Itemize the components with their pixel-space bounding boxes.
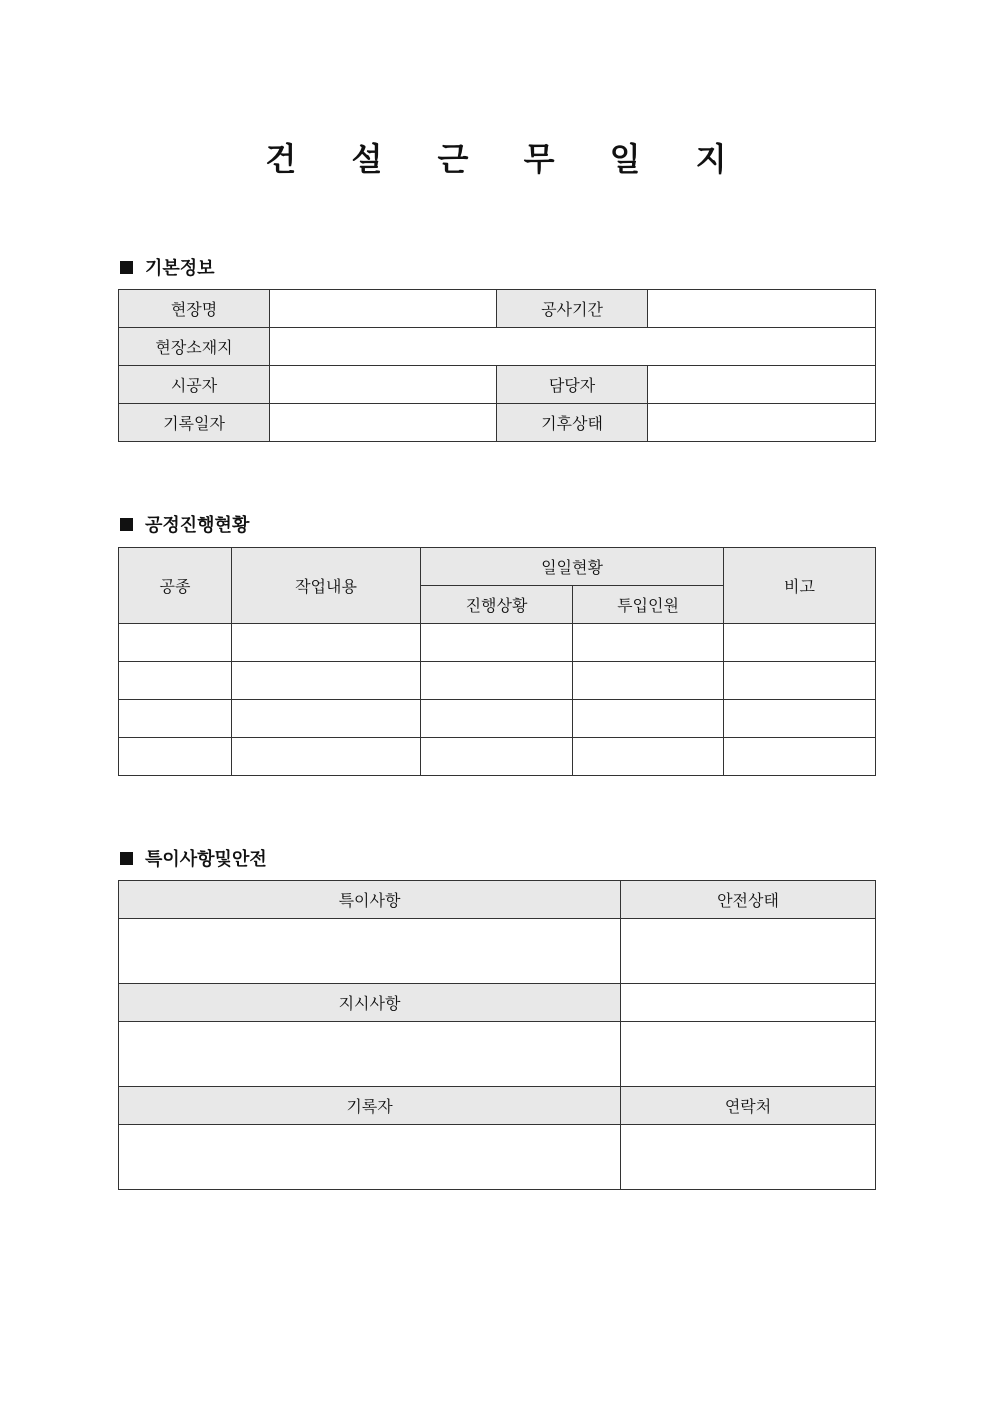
trade-cell[interactable] bbox=[119, 700, 232, 738]
table-row bbox=[119, 662, 876, 700]
manager-field[interactable] bbox=[648, 366, 876, 404]
workers-cell[interactable] bbox=[573, 624, 724, 662]
label-manager: 담당자 bbox=[497, 366, 648, 404]
header-instructions: 지시사항 bbox=[119, 984, 621, 1022]
label-site-name: 현장명 bbox=[119, 290, 270, 328]
trade-cell[interactable] bbox=[119, 662, 232, 700]
trade-cell[interactable] bbox=[119, 624, 232, 662]
work-cell[interactable] bbox=[232, 700, 421, 738]
header-safety: 안전상태 bbox=[621, 881, 876, 919]
header-remarks: 비고 bbox=[724, 548, 876, 624]
header-workers: 투입인원 bbox=[573, 586, 724, 624]
header-trade: 공종 bbox=[119, 548, 232, 624]
label-contractor: 시공자 bbox=[119, 366, 270, 404]
section-basic-info bbox=[120, 254, 215, 280]
label-record-date: 기록일자 bbox=[119, 404, 270, 442]
basic-info-table bbox=[118, 289, 876, 442]
safety-field[interactable] bbox=[621, 919, 876, 984]
special-field[interactable] bbox=[119, 919, 621, 984]
section-heading: 기본정보 bbox=[145, 258, 215, 279]
status-cell[interactable] bbox=[421, 662, 573, 700]
status-cell[interactable] bbox=[421, 738, 573, 776]
period-field[interactable] bbox=[648, 290, 876, 328]
label-location: 현장소재지 bbox=[119, 328, 270, 366]
workers-cell[interactable] bbox=[573, 662, 724, 700]
weather-field[interactable] bbox=[648, 404, 876, 442]
contact-field[interactable] bbox=[621, 1125, 876, 1190]
section-heading: 특이사항및안전 bbox=[145, 849, 267, 870]
section-heading: 공정진행현황 bbox=[145, 515, 250, 536]
trade-cell[interactable] bbox=[119, 738, 232, 776]
instructions-extra-field[interactable] bbox=[621, 1022, 876, 1087]
square-bullet-icon bbox=[120, 852, 133, 865]
remarks-cell[interactable] bbox=[724, 662, 876, 700]
table-row bbox=[119, 700, 876, 738]
workers-cell[interactable] bbox=[573, 738, 724, 776]
square-bullet-icon bbox=[120, 518, 133, 531]
instructions-side-field[interactable] bbox=[621, 984, 876, 1022]
header-contact: 연락처 bbox=[621, 1087, 876, 1125]
status-cell[interactable] bbox=[421, 700, 573, 738]
header-special: 특이사항 bbox=[119, 881, 621, 919]
label-period: 공사기간 bbox=[497, 290, 648, 328]
work-cell[interactable] bbox=[232, 738, 421, 776]
record-date-field[interactable] bbox=[270, 404, 497, 442]
remarks-cell[interactable] bbox=[724, 700, 876, 738]
site-name-field[interactable] bbox=[270, 290, 497, 328]
section-notes-safety bbox=[120, 845, 267, 871]
status-cell[interactable] bbox=[421, 624, 573, 662]
location-field[interactable] bbox=[270, 328, 876, 366]
section-progress bbox=[120, 511, 249, 537]
square-bullet-icon bbox=[120, 261, 133, 274]
contractor-field[interactable] bbox=[270, 366, 497, 404]
document-title: 건 설 근 무 일 지 bbox=[265, 140, 749, 178]
table-row bbox=[119, 624, 876, 662]
header-daily: 일일현황 bbox=[421, 548, 724, 586]
recorder-field[interactable] bbox=[119, 1125, 621, 1190]
work-cell[interactable] bbox=[232, 624, 421, 662]
work-cell[interactable] bbox=[232, 662, 421, 700]
table-row bbox=[119, 738, 876, 776]
notes-table bbox=[118, 880, 876, 1190]
progress-table bbox=[118, 547, 876, 776]
remarks-cell[interactable] bbox=[724, 624, 876, 662]
instructions-field[interactable] bbox=[119, 1022, 621, 1087]
header-work: 작업내용 bbox=[232, 548, 421, 624]
workers-cell[interactable] bbox=[573, 700, 724, 738]
header-status: 진행상황 bbox=[421, 586, 573, 624]
header-recorder: 기록자 bbox=[119, 1087, 621, 1125]
remarks-cell[interactable] bbox=[724, 738, 876, 776]
label-weather: 기후상태 bbox=[497, 404, 648, 442]
